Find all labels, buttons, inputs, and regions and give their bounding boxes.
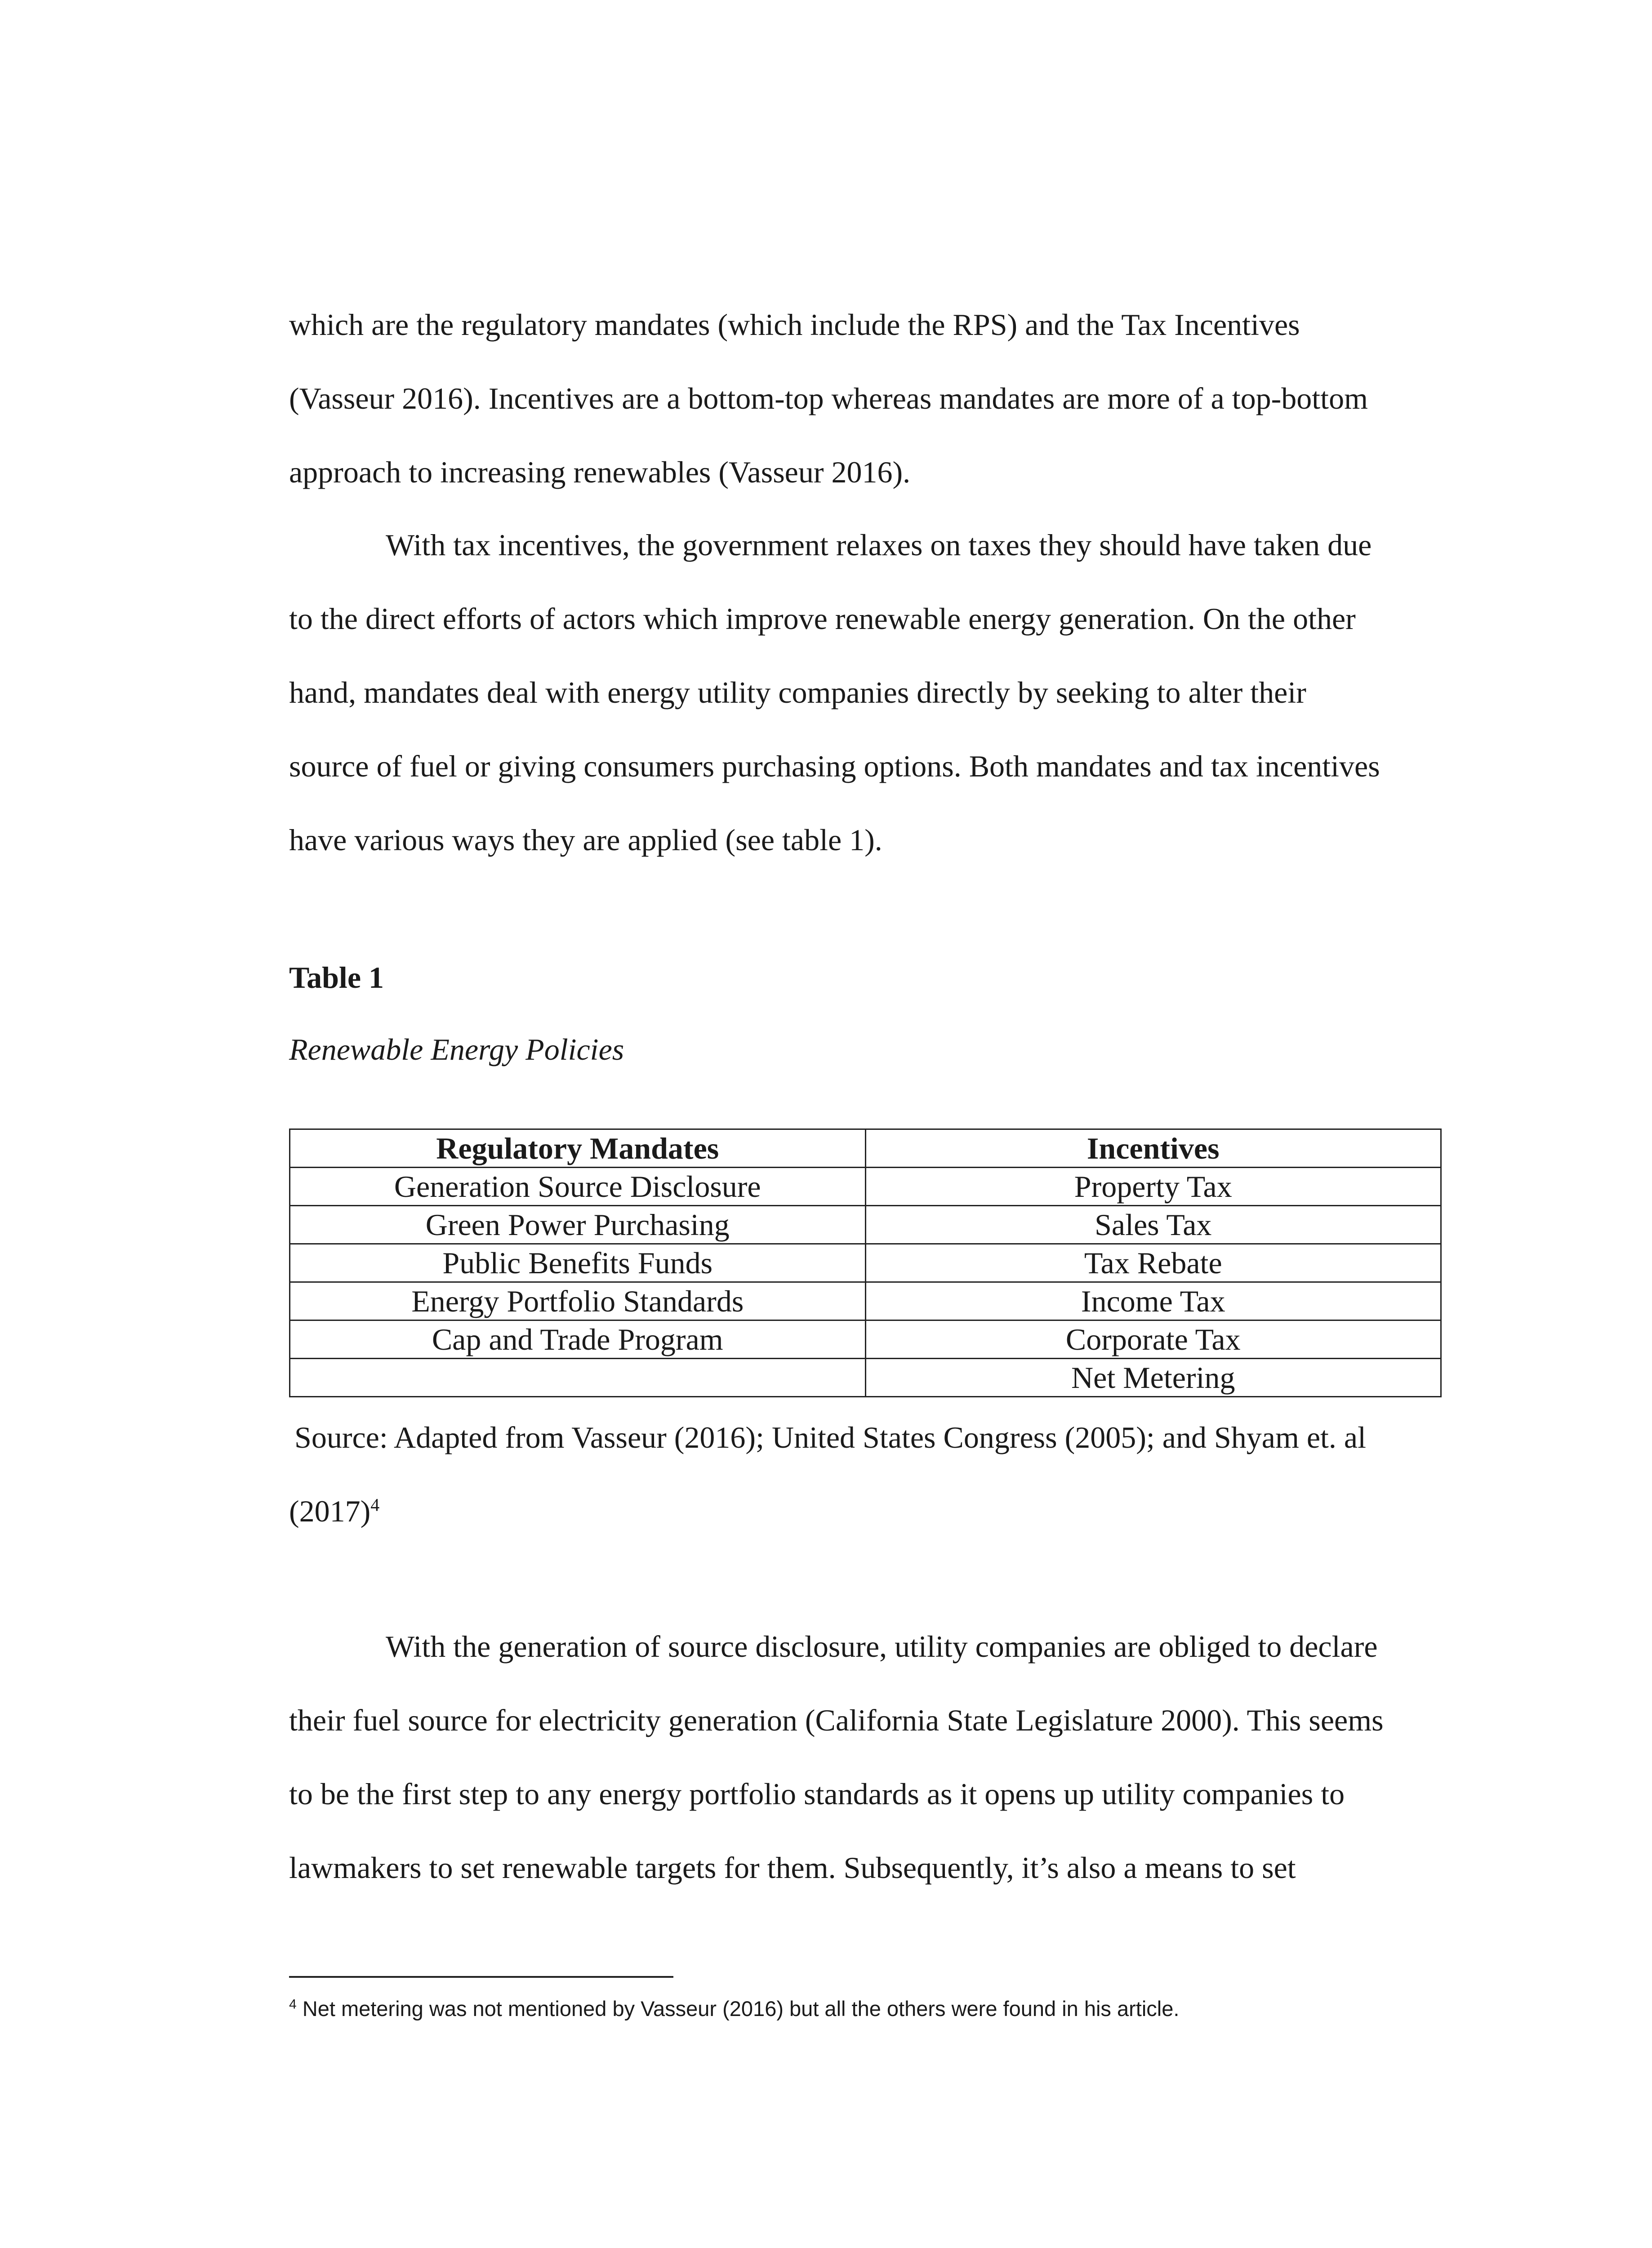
- table-cell: [290, 1359, 866, 1397]
- table-row: [290, 1320, 1441, 1359]
- table-title: Renewable Energy Policies: [289, 1032, 624, 1066]
- table-cell: Sales Tax: [865, 1206, 1441, 1244]
- table-cell: Income Tax: [865, 1282, 1441, 1320]
- table-source-year: (2017): [289, 1494, 371, 1528]
- paragraph-2-line: have various ways they are applied (see table 1).: [289, 823, 882, 857]
- table-cell: Corporate Tax: [865, 1320, 1441, 1359]
- paragraph-3: [289, 1610, 1440, 1905]
- table-cell: Cap and Trade Program: [290, 1320, 866, 1359]
- paragraph-3-line: to be the first step to any energy portfolio standards as it opens up utility companies to: [289, 1777, 1345, 1811]
- table-header-row: [290, 1129, 1441, 1168]
- table-cell: Net Metering: [865, 1359, 1441, 1397]
- table-header-cell: Incentives: [865, 1129, 1441, 1168]
- table-cell: Energy Portfolio Standards: [290, 1282, 866, 1320]
- table-cell: Property Tax: [865, 1168, 1441, 1206]
- table-cell: Green Power Purchasing: [290, 1206, 866, 1244]
- policies-table: [289, 1128, 1442, 1397]
- table-cell: Generation Source Disclosure: [290, 1168, 866, 1206]
- table-source: [289, 1401, 1445, 1548]
- table-source-line: [289, 1474, 1445, 1548]
- table-row: [290, 1244, 1441, 1282]
- footnote-text: Net metering was not mentioned by Vasseur (2016) but all the others were found in his article.: [296, 1997, 1180, 2021]
- paragraph-2-line: source of fuel or giving consumers purchasing options. Both mandates and tax incentives: [289, 749, 1380, 783]
- paragraph-2: [289, 508, 1440, 877]
- paragraph-1-line: approach to increasing renewables (Vasseur 2016).: [289, 455, 911, 489]
- table-row: [290, 1359, 1441, 1397]
- table-label: Table 1: [289, 960, 384, 995]
- paragraph-3-line: their fuel source for electricity generation (California State Legislature 2000). This seems: [289, 1703, 1384, 1737]
- footnote: [289, 1996, 1179, 2021]
- table-row: [290, 1206, 1441, 1244]
- table-header-cell: Regulatory Mandates: [290, 1129, 866, 1168]
- paragraph-3-line: With the generation of source disclosure, utility companies are obliged to declare: [386, 1629, 1378, 1664]
- paragraph-2-line: With tax incentives, the government relaxes on taxes they should have taken due: [386, 528, 1372, 562]
- paragraph-1: [289, 288, 1440, 509]
- paragraph-2-line: to the direct efforts of actors which improve renewable energy generation. On the other: [289, 602, 1356, 636]
- paragraph-2-line: hand, mandates deal with energy utility companies directly by seeking to alter their: [289, 675, 1306, 709]
- footnote-mark: 4: [289, 1997, 297, 2012]
- table-cell: Public Benefits Funds: [290, 1244, 866, 1282]
- paragraph-1-line: (Vasseur 2016). Incentives are a bottom-top whereas mandates are more of a top-bottom: [289, 381, 1368, 415]
- paragraph-1-line: which are the regulatory mandates (which include the RPS) and the Tax Incentives: [289, 308, 1300, 342]
- table-row: [290, 1282, 1441, 1320]
- table-row: [290, 1168, 1441, 1206]
- paragraph-3-line: lawmakers to set renewable targets for them. Subsequently, it’s also a means to set: [289, 1851, 1296, 1885]
- footnote-divider: [289, 1976, 673, 1978]
- table-cell: Tax Rebate: [865, 1244, 1441, 1282]
- table-source-line: Source: Adapted from Vasseur (2016); United States Congress (2005); and Shyam et. al: [294, 1420, 1366, 1454]
- footnote-reference[interactable]: 4: [370, 1494, 380, 1515]
